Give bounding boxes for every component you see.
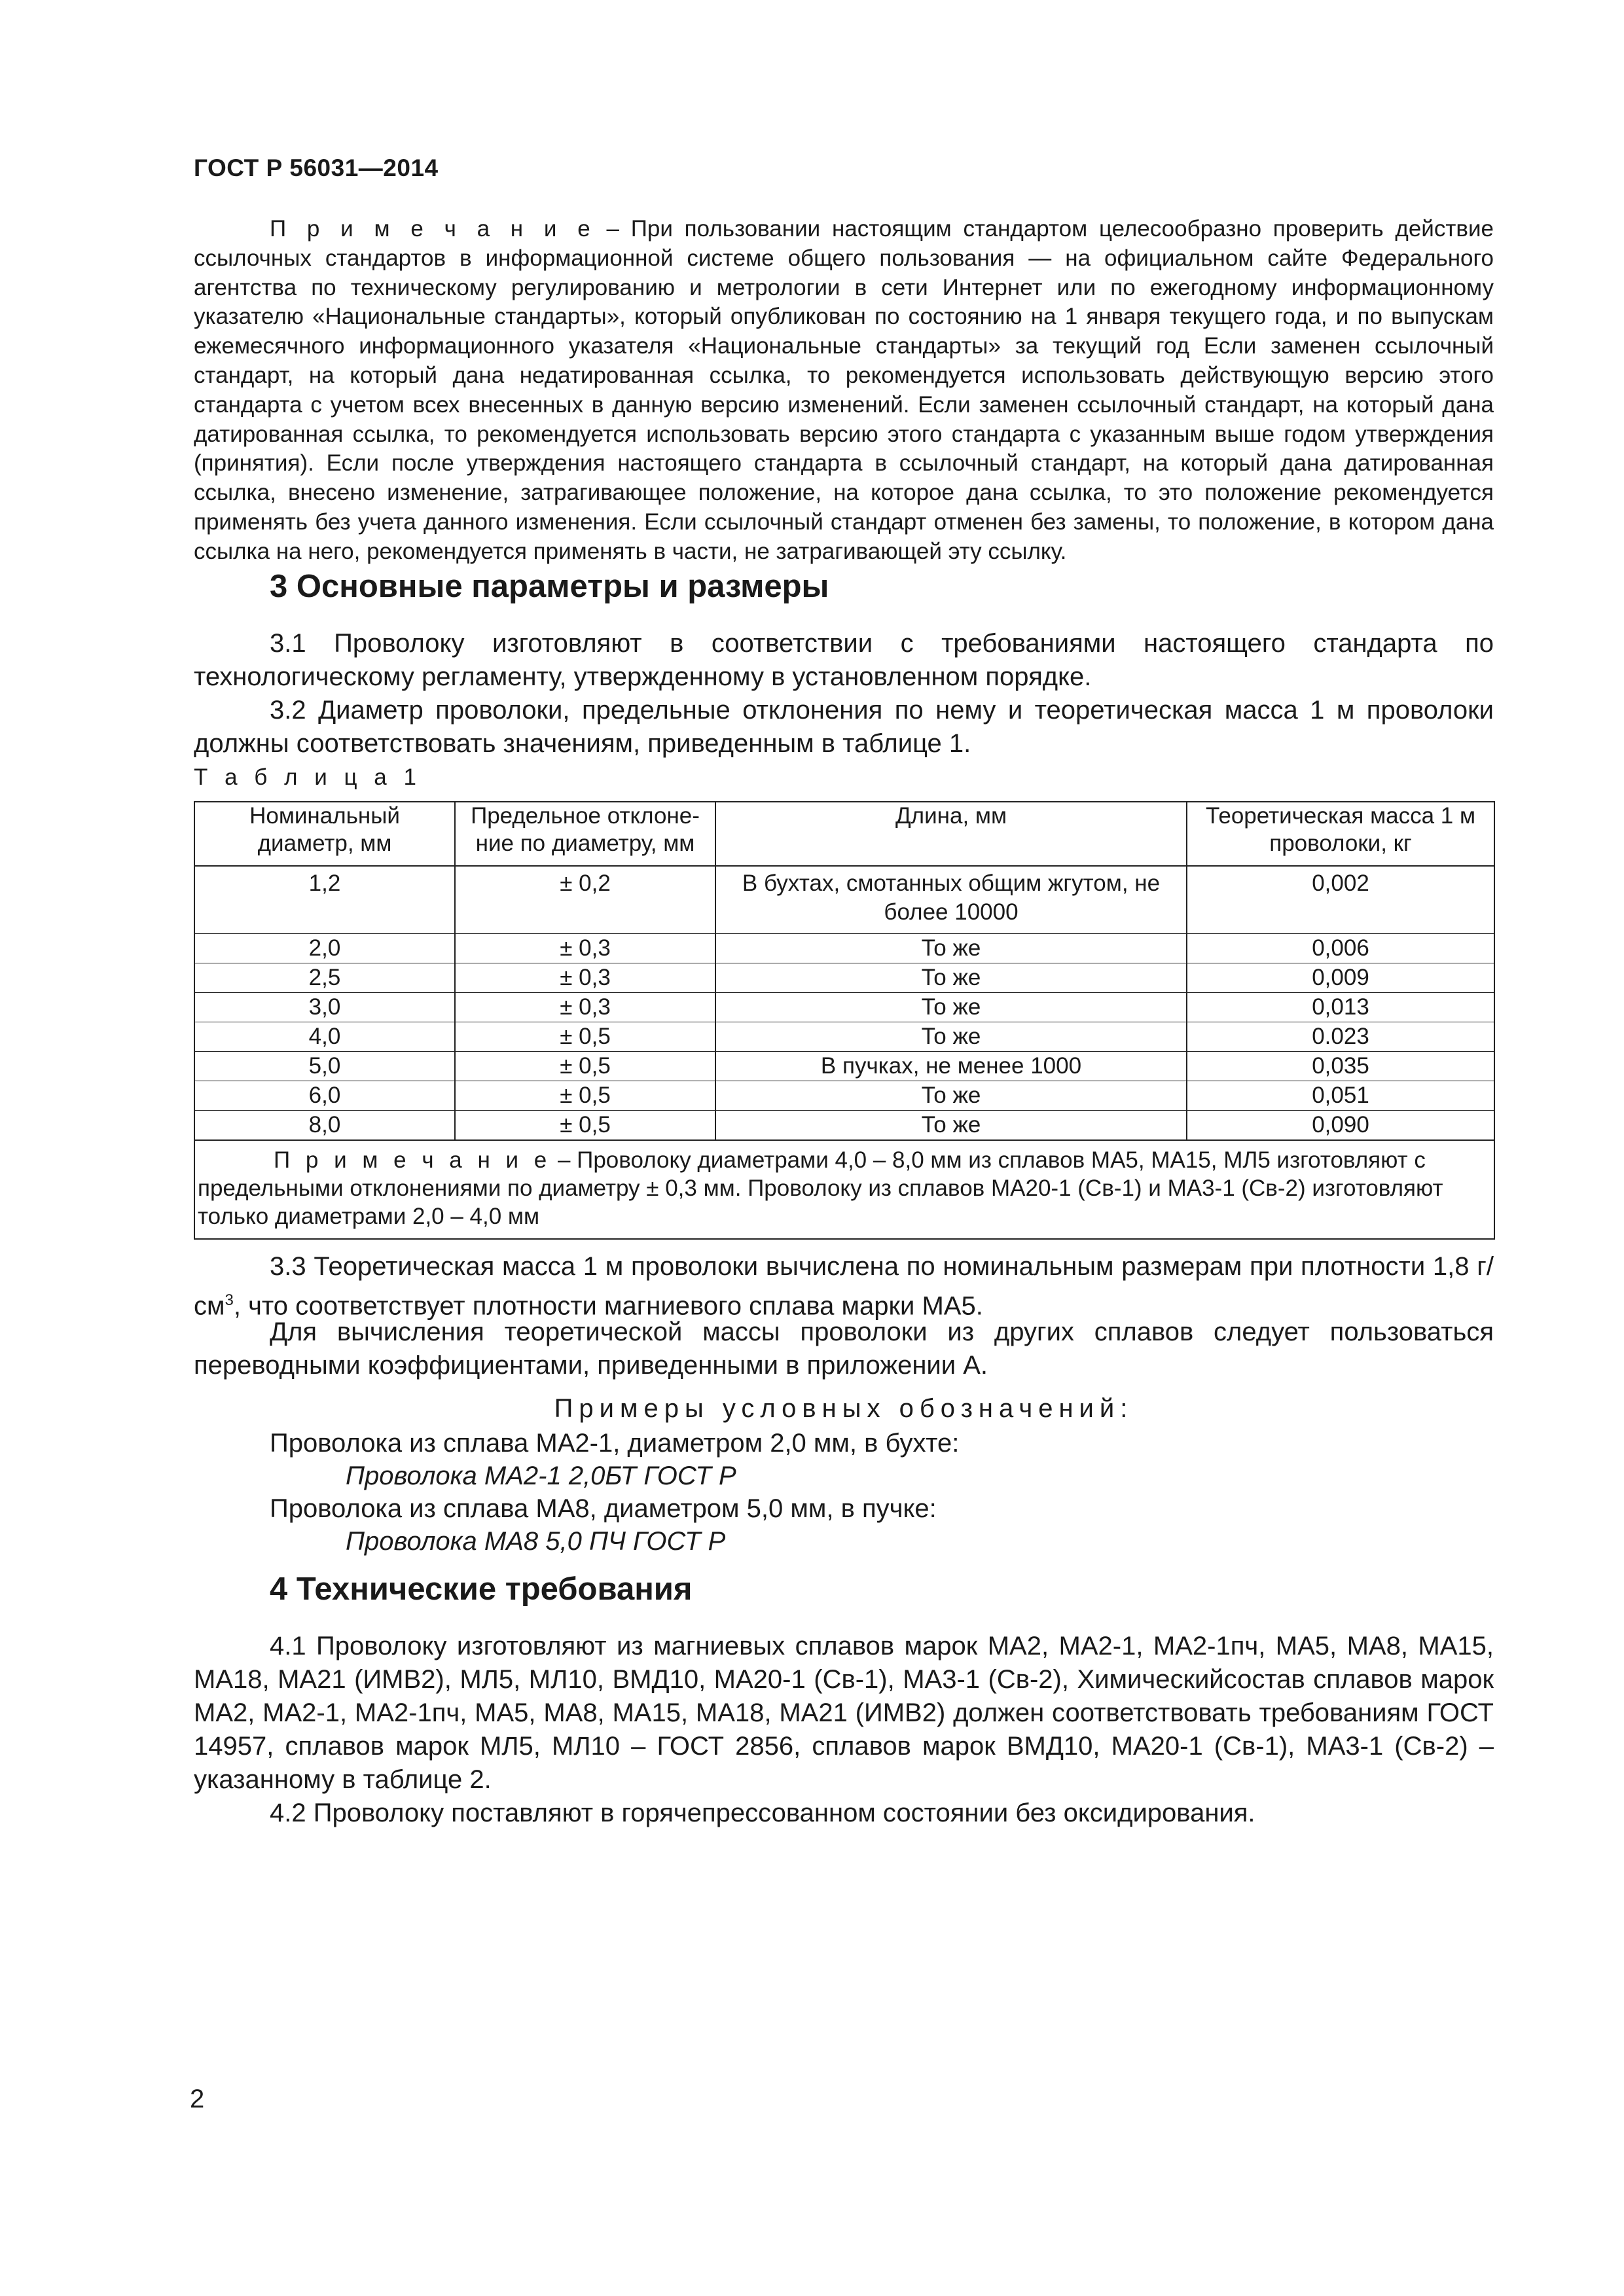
- cell-diameter: 2,0: [194, 934, 455, 963]
- section-3-title: 3 Основные параметры и размеры: [270, 569, 829, 604]
- cell-diameter: 5,0: [194, 1052, 455, 1081]
- header-nominal-diameter: Номинальный диаметр, мм: [194, 802, 455, 866]
- note-label: П р и м е ч а н и е: [270, 216, 595, 242]
- cell-mass: 0,002: [1187, 866, 1494, 934]
- cell-deviation: ± 0,5: [455, 1022, 715, 1052]
- paragraph-3-3: [194, 1250, 1494, 1323]
- table-row: [194, 1081, 1494, 1111]
- table-row: [194, 1022, 1494, 1052]
- cell-mass: 0,013: [1187, 993, 1494, 1022]
- cell-length: В пучках, не менее 1000: [715, 1052, 1187, 1081]
- cell-mass: 0,090: [1187, 1111, 1494, 1141]
- cell-mass: 0,006: [1187, 934, 1494, 963]
- header-length: Длина, мм: [715, 802, 1187, 866]
- table-row: [194, 963, 1494, 993]
- note-text: – При пользовании настоящим стандартом целесообразно проверить действие ссылочных стандартов в информационной системе общего пользования — на официальном сайте Федерального агентства по техническому регулированию и метрологии в сети Интернет или по ежегодному информационному указателю «Национальные стандарты», который опубликован по состоянию на 1 января текущего года, и по выпускам ежемесячного информационного указателя «Национальные стандарты» за текущий год Если заменен ссылочный стандарт, на который дана недатированная ссылка, то рекомендуется использовать действующую версию этого стандарта с учетом всех внесенных в данную версию изменений. Если заменен ссылочный стандарт, на который дана датированная ссылка, то рекомендуется использовать версию этого стандарта с указанным выше годом утверждения (принятия). Если после утверждения настоящего стандарта в ссылочный стандарт, на который дана датированная ссылка, внесено изменение, затрагивающее положение, на которое дана ссылка, то это положение рекомендуется применять без учета данного изменения. Если ссылочный стандарт отменен без замены, то положение, в котором дана ссылка на него, рекомендуется применять в части, не затрагивающей эту ссылку.: [194, 216, 1494, 564]
- paragraph-3-1: 3.1 Проволоку изготовляют в соответствии с требованиями настоящего стандарта по технологическому регламенту, утвержденному в установленном порядке.: [194, 629, 1494, 691]
- section-4-title: 4 Технические требования: [270, 1571, 693, 1607]
- example-2-designation: Проволока МА8 5,0 ПЧ ГОСТ Р: [346, 1527, 726, 1556]
- cell-deviation: ± 0,2: [455, 866, 715, 934]
- table-note-label: П р и м е ч а н и е: [274, 1147, 552, 1173]
- cell-deviation: ± 0,3: [455, 963, 715, 993]
- cell-deviation: ± 0,3: [455, 993, 715, 1022]
- example-1-designation: Проволока МА2-1 2,0БТ ГОСТ Р: [346, 1462, 736, 1490]
- page-number: 2: [190, 2085, 205, 2113]
- cell-length: То же: [715, 963, 1187, 993]
- cell-diameter: 3,0: [194, 993, 455, 1022]
- cell-deviation: ± 0,5: [455, 1111, 715, 1141]
- superscript: 3: [225, 1291, 234, 1309]
- cell-length: То же: [715, 1022, 1187, 1052]
- cell-diameter: 4,0: [194, 1022, 455, 1052]
- cell-length: То же: [715, 993, 1187, 1022]
- table-note: [194, 1140, 1494, 1239]
- table-1: [194, 801, 1495, 1240]
- table-row: [194, 866, 1494, 934]
- cell-diameter: 2,5: [194, 963, 455, 993]
- cell-length: То же: [715, 1111, 1187, 1141]
- cell-mass: 0,035: [1187, 1052, 1494, 1081]
- table-row: [194, 993, 1494, 1022]
- paragraph-3-2: 3.2 Диаметр проволоки, предельные отклонения по нему и теоретическая масса 1 м проволоки должны соответствовать значениям, приведенным в таблице 1.: [194, 696, 1494, 758]
- paragraph-4-2: 4.2 Проволоку поставляют в горячепрессованном состоянии без оксидирования.: [270, 1799, 1255, 1827]
- paragraph-conversion: Для вычисления теоретической массы проволоки из других сплавов следует пользоваться переводными коэффициентами, приведенными в приложении А.: [194, 1318, 1494, 1380]
- table-row: [194, 1052, 1494, 1081]
- table-note-row: [194, 1140, 1494, 1239]
- table-1-caption: Т а б л и ц а 1: [194, 764, 422, 790]
- cell-diameter: 6,0: [194, 1081, 455, 1111]
- table-header-row: [194, 802, 1494, 866]
- cell-diameter: 1,2: [194, 866, 455, 934]
- header-deviation: Предельное отклоне- ние по диаметру, мм: [455, 802, 715, 866]
- reference-note: [194, 215, 1494, 567]
- example-1: Проволока из сплава МА2-1, диаметром 2,0 мм, в бухте:: [270, 1429, 960, 1458]
- cell-mass: 0,009: [1187, 963, 1494, 993]
- cell-deviation: ± 0,5: [455, 1081, 715, 1111]
- cell-mass: 0.023: [1187, 1022, 1494, 1052]
- cell-deviation: ± 0,5: [455, 1052, 715, 1081]
- example-2: Проволока из сплава МА8, диаметром 5,0 мм, в пучке:: [270, 1494, 937, 1523]
- table-row: [194, 1111, 1494, 1141]
- cell-length: То же: [715, 934, 1187, 963]
- cell-length: То же: [715, 1081, 1187, 1111]
- cell-length: В бухтах, смотанных общим жгутом, не более 10000: [715, 866, 1187, 934]
- examples-heading: Примеры условных обозначений:: [554, 1394, 1134, 1423]
- header-theoretical-mass: Теоретическая масса 1 м проволоки, кг: [1187, 802, 1494, 866]
- document-code-header: ГОСТ Р 56031—2014: [194, 154, 439, 181]
- paragraph-3-3-tail: , что соответствует плотности магниевого сплава марки МА5.: [233, 1291, 983, 1321]
- table-row: [194, 934, 1494, 963]
- cell-diameter: 8,0: [194, 1111, 455, 1141]
- cell-mass: 0,051: [1187, 1081, 1494, 1111]
- paragraph-4-1: 4.1 Проволоку изготовляют из магниевых сплавов марок МА2, МА2-1, МА2-1пч, МА5, МА8, МА15, МА18, МА21 (ИМВ2), МЛ5, МЛ10, ВМД10, МА20-1 (Св-1), МА3-1 (Св-2), Химическийсостав сплавов марок МА2, МА2-1, МА2-1пч, МА5, МА8, МА15, МА18, МА21 (ИМВ2) должен соответствовать требованиям ГОСТ 14957, сплавов марок МЛ5, МЛ10 – ГОСТ 2856, сплавов марок ВМД10, МА20-1 (Св-1), МА3-1 (Св-2) – указанному в таблице 2.: [194, 1632, 1494, 1794]
- table-note-text: – Проволоку диаметрами 4,0 – 8,0 мм из сплавов МА5, МА15, МЛ5 изготовляют с предельными отклонениями по диаметру ± 0,3 мм. Проволоку из сплавов МА20-1 (Св-1) и МА3-1 (Св-2) изготовляют только диаметрами 2,0 – 4,0 мм: [198, 1147, 1443, 1229]
- paragraph-3-3-text: 3.3 Теоретическая масса 1 м проволоки вычислена по номинальным размерам при плотности 1,8 г/см: [194, 1252, 1494, 1321]
- cell-deviation: ± 0,3: [455, 934, 715, 963]
